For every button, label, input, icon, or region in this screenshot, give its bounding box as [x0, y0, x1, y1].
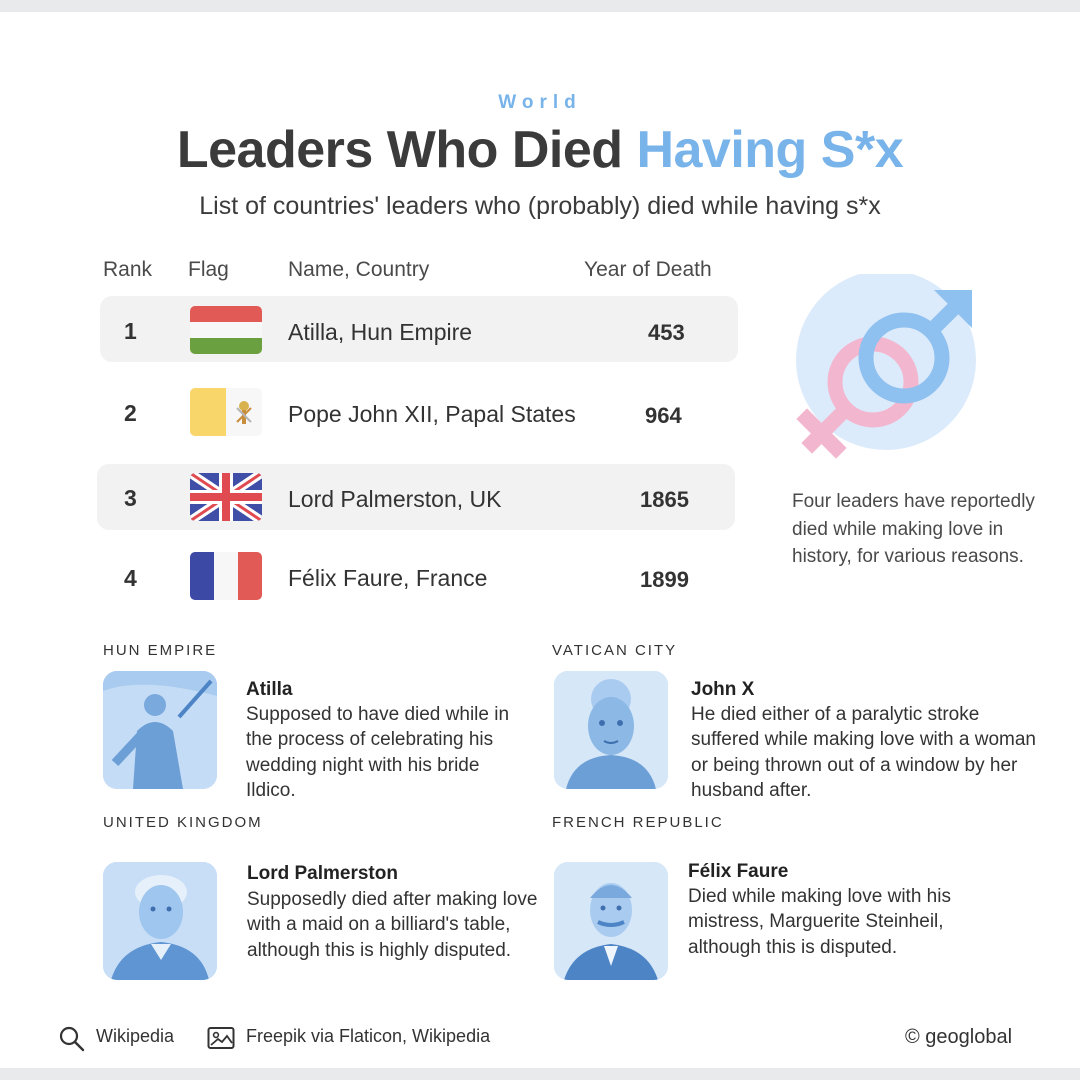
name-country-cell: Félix Faure, France	[288, 565, 488, 591]
year-cell: 1899	[640, 567, 689, 592]
page-title	[0, 120, 1080, 180]
profile-description: Supposed to have died while in the process of celebrating his wedding night with his bride Ildico.	[246, 704, 510, 801]
profile-description: Died while making love with his mistress, Marguerite Steinheil, although this is disputed.	[688, 886, 951, 958]
france-flag-icon	[190, 552, 262, 600]
region-label: FRENCH REPUBLIC	[552, 814, 724, 831]
page-subtitle: List of countries' leaders who (probably) died while having s*x	[199, 192, 881, 220]
column-header-rank: Rank	[103, 258, 153, 281]
year-cell: 1865	[640, 487, 689, 512]
profile-description: Supposedly died after making love with a maid on a billiard's table, although this is highly disputed.	[247, 889, 538, 961]
region-label: UNITED KINGDOM	[103, 814, 263, 831]
summary-note: Four leaders have reportedly died while making love in history, for various reasons.	[792, 491, 1035, 567]
gender-symbols-icon	[790, 274, 990, 474]
faure-portrait-icon	[554, 862, 668, 980]
image-credit-label: Freepik via Flaticon, Wikipedia	[246, 1026, 491, 1046]
brand-label: © geoglobal	[905, 1026, 1013, 1048]
column-header-flag: Flag	[188, 258, 229, 281]
rank-cell: 1	[124, 318, 137, 344]
profile-name: John X	[691, 679, 755, 700]
column-header-year: Year of Death	[584, 258, 712, 281]
name-country-cell: Lord Palmerston, UK	[288, 486, 502, 512]
title-main: Leaders Who Died	[176, 121, 637, 179]
united-kingdom-flag-icon	[190, 473, 262, 521]
column-header-name: Name, Country	[288, 258, 430, 281]
year-cell: 453	[648, 320, 685, 345]
region-label: HUN EMPIRE	[103, 642, 218, 659]
source-label: Wikipedia	[96, 1026, 175, 1046]
vatican-flag-icon	[190, 388, 262, 436]
atilla-portrait-icon	[103, 671, 217, 789]
name-country-cell: Pope John XII, Papal States	[288, 401, 576, 427]
kicker-label: World	[498, 92, 582, 113]
rank-cell: 4	[124, 565, 137, 591]
pope-portrait-icon	[554, 671, 668, 789]
hungary-flag-icon	[190, 306, 262, 354]
title-accent: Having S*x	[636, 121, 904, 179]
rank-cell: 2	[124, 400, 137, 426]
rank-cell: 3	[124, 485, 137, 511]
profile-description: He died either of a paralytic stroke suffered while making love with a woman or being thrown out of a window by her husband after.	[691, 704, 1036, 801]
profile-name: Atilla	[246, 679, 293, 700]
search-icon	[59, 1026, 85, 1057]
palmerston-portrait-icon	[103, 862, 217, 980]
infographic-card	[0, 12, 1080, 1068]
image-icon	[207, 1026, 235, 1055]
profile-name: Lord Palmerston	[247, 863, 398, 884]
year-cell: 964	[645, 403, 682, 428]
profile-name: Félix Faure	[688, 861, 789, 882]
name-country-cell: Atilla, Hun Empire	[288, 319, 473, 345]
region-label: VATICAN CITY	[552, 642, 678, 659]
